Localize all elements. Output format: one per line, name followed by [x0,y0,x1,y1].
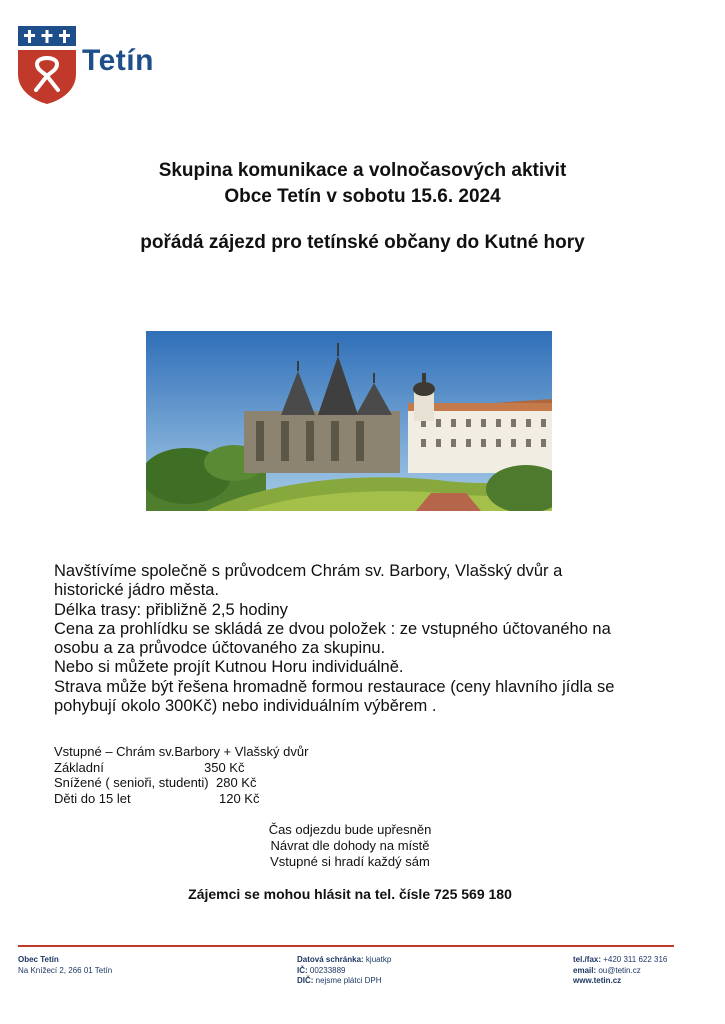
price-label: Snížené ( senioři, studenti) [54,775,209,790]
footer-ic-value: 00233889 [307,965,346,975]
heading-date: Obce Tetín v sobotu 15.6. 2024 [224,186,501,207]
kutna-hora-photo [146,331,552,511]
description-line: Délka trasy: přibližně 2,5 hodiny [54,600,288,619]
description-line: historické jádro města. [54,581,220,600]
price-row [54,775,314,791]
footer-website-link[interactable]: www.tetin.cz [573,976,622,985]
footer-contacts [573,955,667,987]
footer-tel-label: tel./fax: [573,955,602,964]
footer-tel-value: +420 311 622 316 [601,955,668,964]
trip-notes [0,822,700,870]
price-value: 280 Kč [216,775,257,790]
price-label: Děti do 15 let [54,790,131,806]
footer-divider [18,945,674,947]
price-row [54,760,314,776]
price-list-title: Vstupné – Chrám sv.Barbory + Vlašský dvůr [54,744,309,759]
description-line: Cena za prohlídku se skládá ze dvou položek : ze vstupného účtovaného na [54,619,611,638]
logo-name: Tetín [82,44,154,77]
footer-org-address: Na Knížecí 2, 266 01 Tetín [18,965,113,975]
description-line: osobu a za průvodce účtovaného za skupinu. [54,639,386,658]
heading-trip: pořádá zájezd pro tetínské občany do Kutné hory [140,232,585,253]
heading-organizer: Skupina komunikace a volnočasových aktivit [158,160,567,181]
description-line: Nebo si můžete projít Kutnou Horu individuálně. [54,658,404,677]
tetin-coat-of-arms-icon [18,26,76,104]
footer-dic-label: DIČ: [297,976,314,985]
price-value: 120 Kč [219,790,260,806]
footer-ds-label: Datová schránka: [297,955,364,964]
note-line: Vstupné si hradí každý sám [270,854,430,869]
footer-address [18,955,112,976]
note-line: Návrat dle dohody na místě [270,838,430,853]
price-row [54,791,314,807]
description-line: pohybují okolo 300Kč) nebo individuálním výběrem . [54,697,437,716]
note-line: Čas odjezdu bude upřesněn [268,822,432,837]
footer-dic-value: nejsme plátci DPH [313,976,382,985]
description-line: Strava může být řešena hromadně formou restaurace (ceny hlavního jídla se [54,677,615,696]
footer-ic-label: IČ: [297,965,308,975]
price-label: Základní [54,759,104,775]
footer-ds-value: kjuatkp [363,955,392,964]
footer-email-value: ou@tetin.cz [596,965,641,975]
price-list [54,744,314,806]
footer-ids [297,955,391,987]
description-line: Navštívíme společně s průvodcem Chrám sv. Barbory, Vlašský dvůr a [54,562,563,580]
trip-description [54,562,654,716]
price-value: 350 Kč [204,759,245,775]
footer-email-label: email: [573,965,597,975]
contact-line: Zájemci se mohou hlásit na tel. čísle 725 569 180 [188,886,512,902]
footer-org-name: Obec Tetín [18,955,59,964]
